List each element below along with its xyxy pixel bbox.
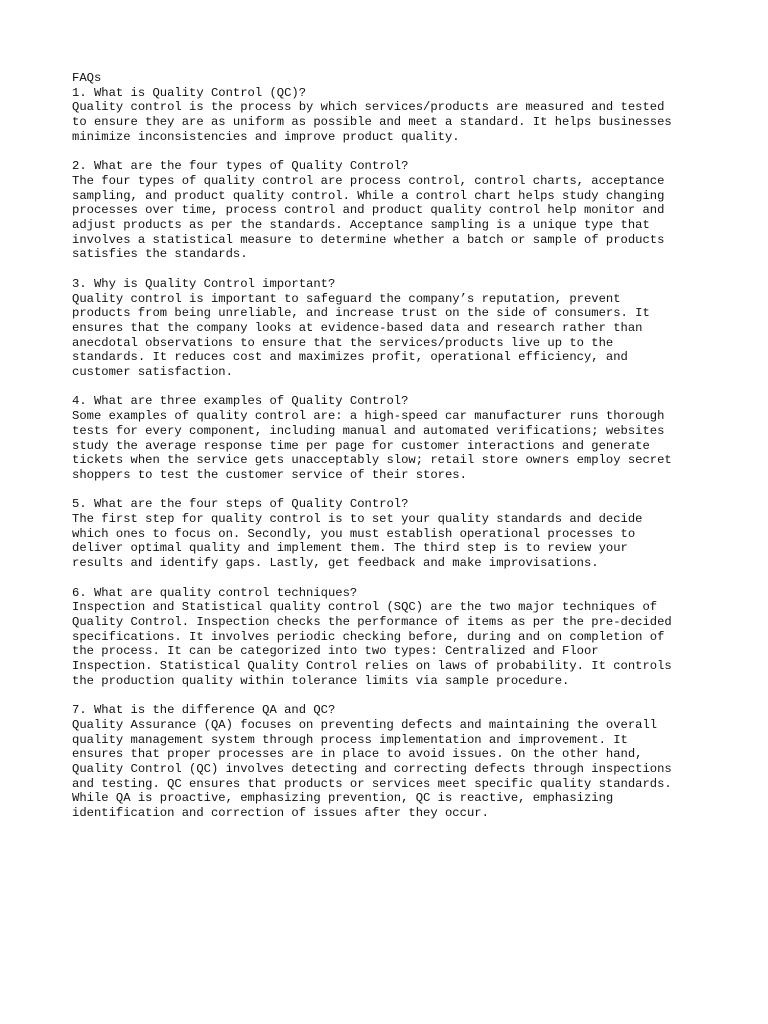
faq-item bbox=[72, 703, 712, 821]
faq-answer-line: study the average response time per page for customer interactions and generate bbox=[72, 438, 650, 453]
faq-answer-line: Quality control is important to safeguard the company’s reputation, prevent bbox=[72, 291, 621, 306]
faq-answer-line: quality management system through process implementation and improvement. It bbox=[72, 732, 628, 747]
faq-answer-line: standards. It reduces cost and maximizes profit, operational efficiency, and bbox=[72, 350, 628, 365]
faq-answer-line: and testing. QC ensures that products or services meet specific quality standards. bbox=[72, 776, 672, 791]
faq-answer-line: tests for every component, including manual and automated verifications; websites bbox=[72, 423, 665, 438]
faq-item bbox=[72, 586, 712, 689]
faq-question: 5. What are the four steps of Quality Control? bbox=[72, 497, 409, 512]
faq-answer-line: ensures that the company looks at evidence-based data and research rather than bbox=[72, 320, 643, 335]
faq-answer bbox=[72, 292, 712, 380]
faq-answer-line: which ones to focus on. Secondly, you must establish operational processes to bbox=[72, 526, 636, 541]
faq-answer-line: involves a statistical measure to determine whether a batch or sample of products bbox=[72, 232, 665, 247]
faq-answer bbox=[72, 512, 712, 571]
faq-question: 7. What is the difference QA and QC? bbox=[72, 703, 336, 718]
faq-answer-line: anecdotal observations to ensure that the services/products live up to the bbox=[72, 335, 614, 350]
faq-answer-line: results and identify gaps. Lastly, get feedback and make improvisations. bbox=[72, 556, 599, 571]
faq-question: 3. Why is Quality Control important? bbox=[72, 276, 336, 291]
faq-answer-line: tickets when the service gets unacceptably slow; retail store owners employ secret bbox=[72, 453, 672, 468]
faq-answer-line: ensures that proper processes are in place to avoid issues. On the other hand, bbox=[72, 747, 643, 762]
faq-answer bbox=[72, 174, 712, 262]
faq-answer-line: Inspection and Statistical quality control (SQC) are the two major techniques of bbox=[72, 600, 658, 615]
faq-answer-line: shoppers to test the customer service of their stores. bbox=[72, 467, 467, 482]
faq-answer-line: customer satisfaction. bbox=[72, 365, 233, 380]
faq-question: 6. What are quality control techniques? bbox=[72, 585, 358, 600]
faq-question: 4. What are three examples of Quality Control? bbox=[72, 394, 409, 409]
faq-answer bbox=[72, 409, 712, 483]
faq-answer-line: products from being unreliable, and increase trust on the side of consumers. It bbox=[72, 306, 650, 321]
faq-answer-line: Inspection. Statistical Quality Control relies on laws of probability. It controls bbox=[72, 659, 672, 674]
faq-answer-line: Quality control is the process by which services/products are measured and tested bbox=[72, 100, 665, 115]
faq-answer-line: sampling, and product quality control. While a control chart helps study changing bbox=[72, 188, 665, 203]
faq-answer bbox=[72, 718, 712, 821]
faq-item bbox=[72, 277, 712, 380]
faq-answer-line: Quality Assurance (QA) focuses on preventing defects and maintaining the overall bbox=[72, 717, 658, 732]
faq-question: 2. What are the four types of Quality Control? bbox=[72, 159, 409, 174]
faq-answer-line: the process. It can be categorized into two types: Centralized and Floor bbox=[72, 644, 599, 659]
faq-answer-line: The first step for quality control is to set your quality standards and decide bbox=[72, 512, 643, 527]
faq-answer-line: Quality Control. Inspection checks the performance of items as per the pre-decided bbox=[72, 614, 672, 629]
faq-answer-line: Quality Control (QC) involves detecting and correcting defects through inspections bbox=[72, 761, 672, 776]
faq-answer bbox=[72, 100, 712, 144]
faq-item bbox=[72, 159, 712, 262]
faq-answer-line: While QA is proactive, emphasizing prevention, QC is reactive, emphasizing bbox=[72, 791, 614, 806]
page-title: FAQs bbox=[72, 71, 102, 85]
faq-answer-line: Some examples of quality control are: a high-speed car manufacturer runs thorough bbox=[72, 409, 665, 424]
faq-answer-line: minimize inconsistencies and improve product quality. bbox=[72, 129, 460, 144]
faq-list bbox=[72, 86, 712, 821]
faq-question: 1. What is Quality Control (QC)? bbox=[72, 85, 307, 100]
faq-answer-line: deliver optimal quality and implement them. The third step is to review your bbox=[72, 541, 628, 556]
faq-answer-line: adjust products as per the standards. Acceptance sampling is a unique type that bbox=[72, 218, 650, 233]
faq-answer-line: identification and correction of issues after they occur. bbox=[72, 806, 489, 821]
faq-item bbox=[72, 394, 712, 482]
document-page bbox=[72, 71, 712, 835]
faq-item bbox=[72, 497, 712, 571]
faq-answer-line: specifications. It involves periodic checking before, during and on completion of bbox=[72, 629, 665, 644]
faq-answer-line: The four types of quality control are process control, control charts, acceptance bbox=[72, 173, 665, 188]
faq-answer-line: processes over time, process control and product quality control help monitor and bbox=[72, 203, 665, 218]
faq-item bbox=[72, 86, 712, 145]
faq-answer-line: the production quality within tolerance limits via sample procedure. bbox=[72, 673, 570, 688]
faq-answer bbox=[72, 600, 712, 688]
faq-answer-line: satisfies the standards. bbox=[72, 247, 248, 262]
faq-answer-line: to ensure they are as uniform as possible and meet a standard. It helps businesses bbox=[72, 115, 672, 130]
